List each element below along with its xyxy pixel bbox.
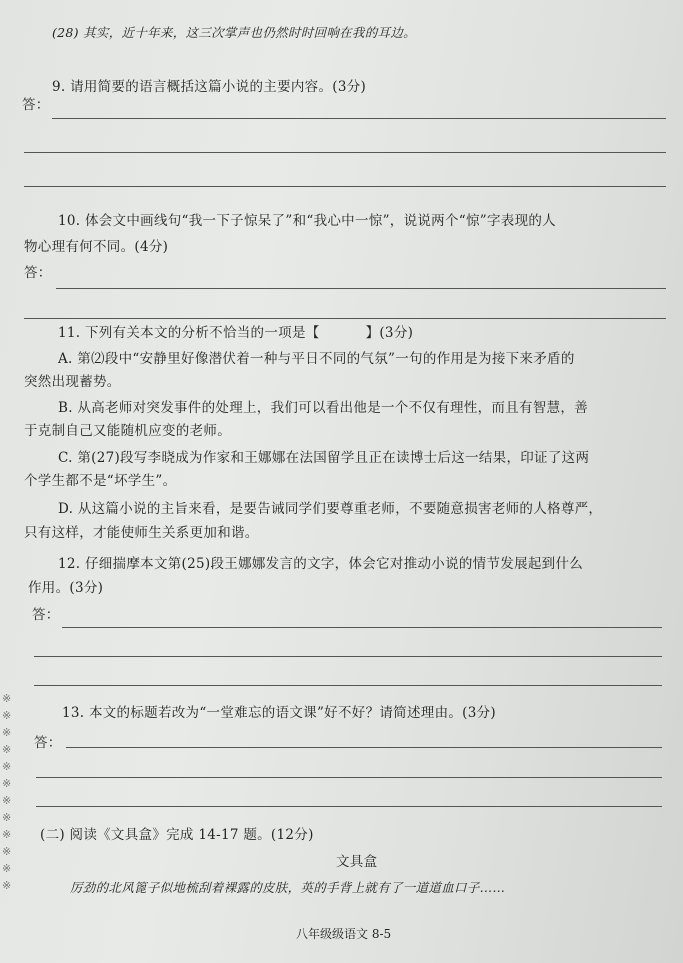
binding-margin-marks: ※ ※ ※ ※ ※ ※ ※ ※ ※ ※ ※ ※ — [2, 692, 12, 892]
passage-first-line: 厉劲的北风篦子似地梳刮着裸露的皮肤，英的手背上就有了一道道血口子…… — [70, 880, 506, 895]
question-12-prompt-line2: 作用。(3分) — [28, 580, 104, 596]
question-12-answer-label: 答： — [32, 607, 60, 623]
question-10-prompt-line2: 物心理有何不同。(4分) — [24, 239, 169, 255]
answer-line[interactable] — [36, 777, 662, 778]
question-10-answer-label: 答： — [24, 265, 52, 281]
section-2-heading: (二) 阅读《文具盒》完成 14-17 题。(12分) — [40, 827, 314, 843]
question-11-prompt-left: 11. 下列有关本文的分析不恰当的一项是【 — [58, 325, 320, 341]
option-d-line1: D. 从这篇小说的主旨来看，是要告诫同学们要尊重老师，不要随意损害老师的人格尊严， — [58, 501, 603, 517]
question-12-prompt-line1: 12. 仔细揣摩本文第(25)段王娜娜发言的文字，体会它对推动小说的情节发展起到什么 — [58, 556, 584, 572]
question-9-prompt: 9. 请用简要的语言概括这篇小说的主要内容。(3分) — [52, 79, 367, 95]
paragraph-28-tail: (28) 其实，近十年来，这三次掌声也仍然时时回响在我的耳边。 — [52, 25, 416, 40]
answer-line[interactable] — [34, 656, 662, 657]
answer-line[interactable] — [56, 288, 666, 289]
answer-line[interactable] — [24, 318, 666, 319]
answer-line[interactable] — [34, 685, 662, 686]
passage-title: 文具盒 — [336, 854, 378, 870]
answer-line[interactable] — [36, 806, 662, 807]
question-9-answer-label: 答： — [22, 97, 50, 113]
option-d-line2: 只有这样，才能使师生关系更加和谐。 — [24, 525, 259, 541]
question-11-prompt-right: 】(3分) — [365, 325, 414, 341]
question-13-answer-label: 答： — [34, 735, 62, 751]
option-c-line2: 个学生都不是“坏学生”。 — [24, 473, 177, 489]
answer-line[interactable] — [24, 152, 666, 153]
question-13-prompt: 13. 本文的标题若改为“一堂难忘的语文课”好不好？请简述理由。(3分) — [62, 705, 496, 721]
option-a-line1: A. 第⑵段中“安静里好像潜伏着一种与平日不同的气氛”一句的作用是为接下来矛盾的 — [58, 351, 575, 367]
option-a-line2: 突然出现蓄势。 — [24, 374, 121, 390]
answer-line[interactable] — [24, 186, 666, 187]
option-c-line1: C. 第(27)段写李晓成为作家和王娜娜在法国留学且正在读博士后这一结果，印证了这两 — [58, 450, 590, 466]
answer-line[interactable] — [66, 747, 662, 748]
answer-line[interactable] — [62, 627, 662, 628]
answer-line[interactable] — [52, 118, 666, 119]
option-b-line1: B. 从高老师对突发事件的处理上，我们可以看出他是一个不仅有理性，而且有智慧，善 — [58, 400, 589, 416]
page-footer: 八年级级语文 8-5 — [296, 927, 392, 941]
option-b-line2: 于克制自己又能随机应变的老师。 — [24, 423, 231, 439]
question-11-prompt — [58, 324, 413, 342]
question-10-prompt-line1: 10. 体会文中画线句“我一下子惊呆了”和“我心中一惊”，说说两个“惊”字表现的人 — [58, 213, 556, 229]
